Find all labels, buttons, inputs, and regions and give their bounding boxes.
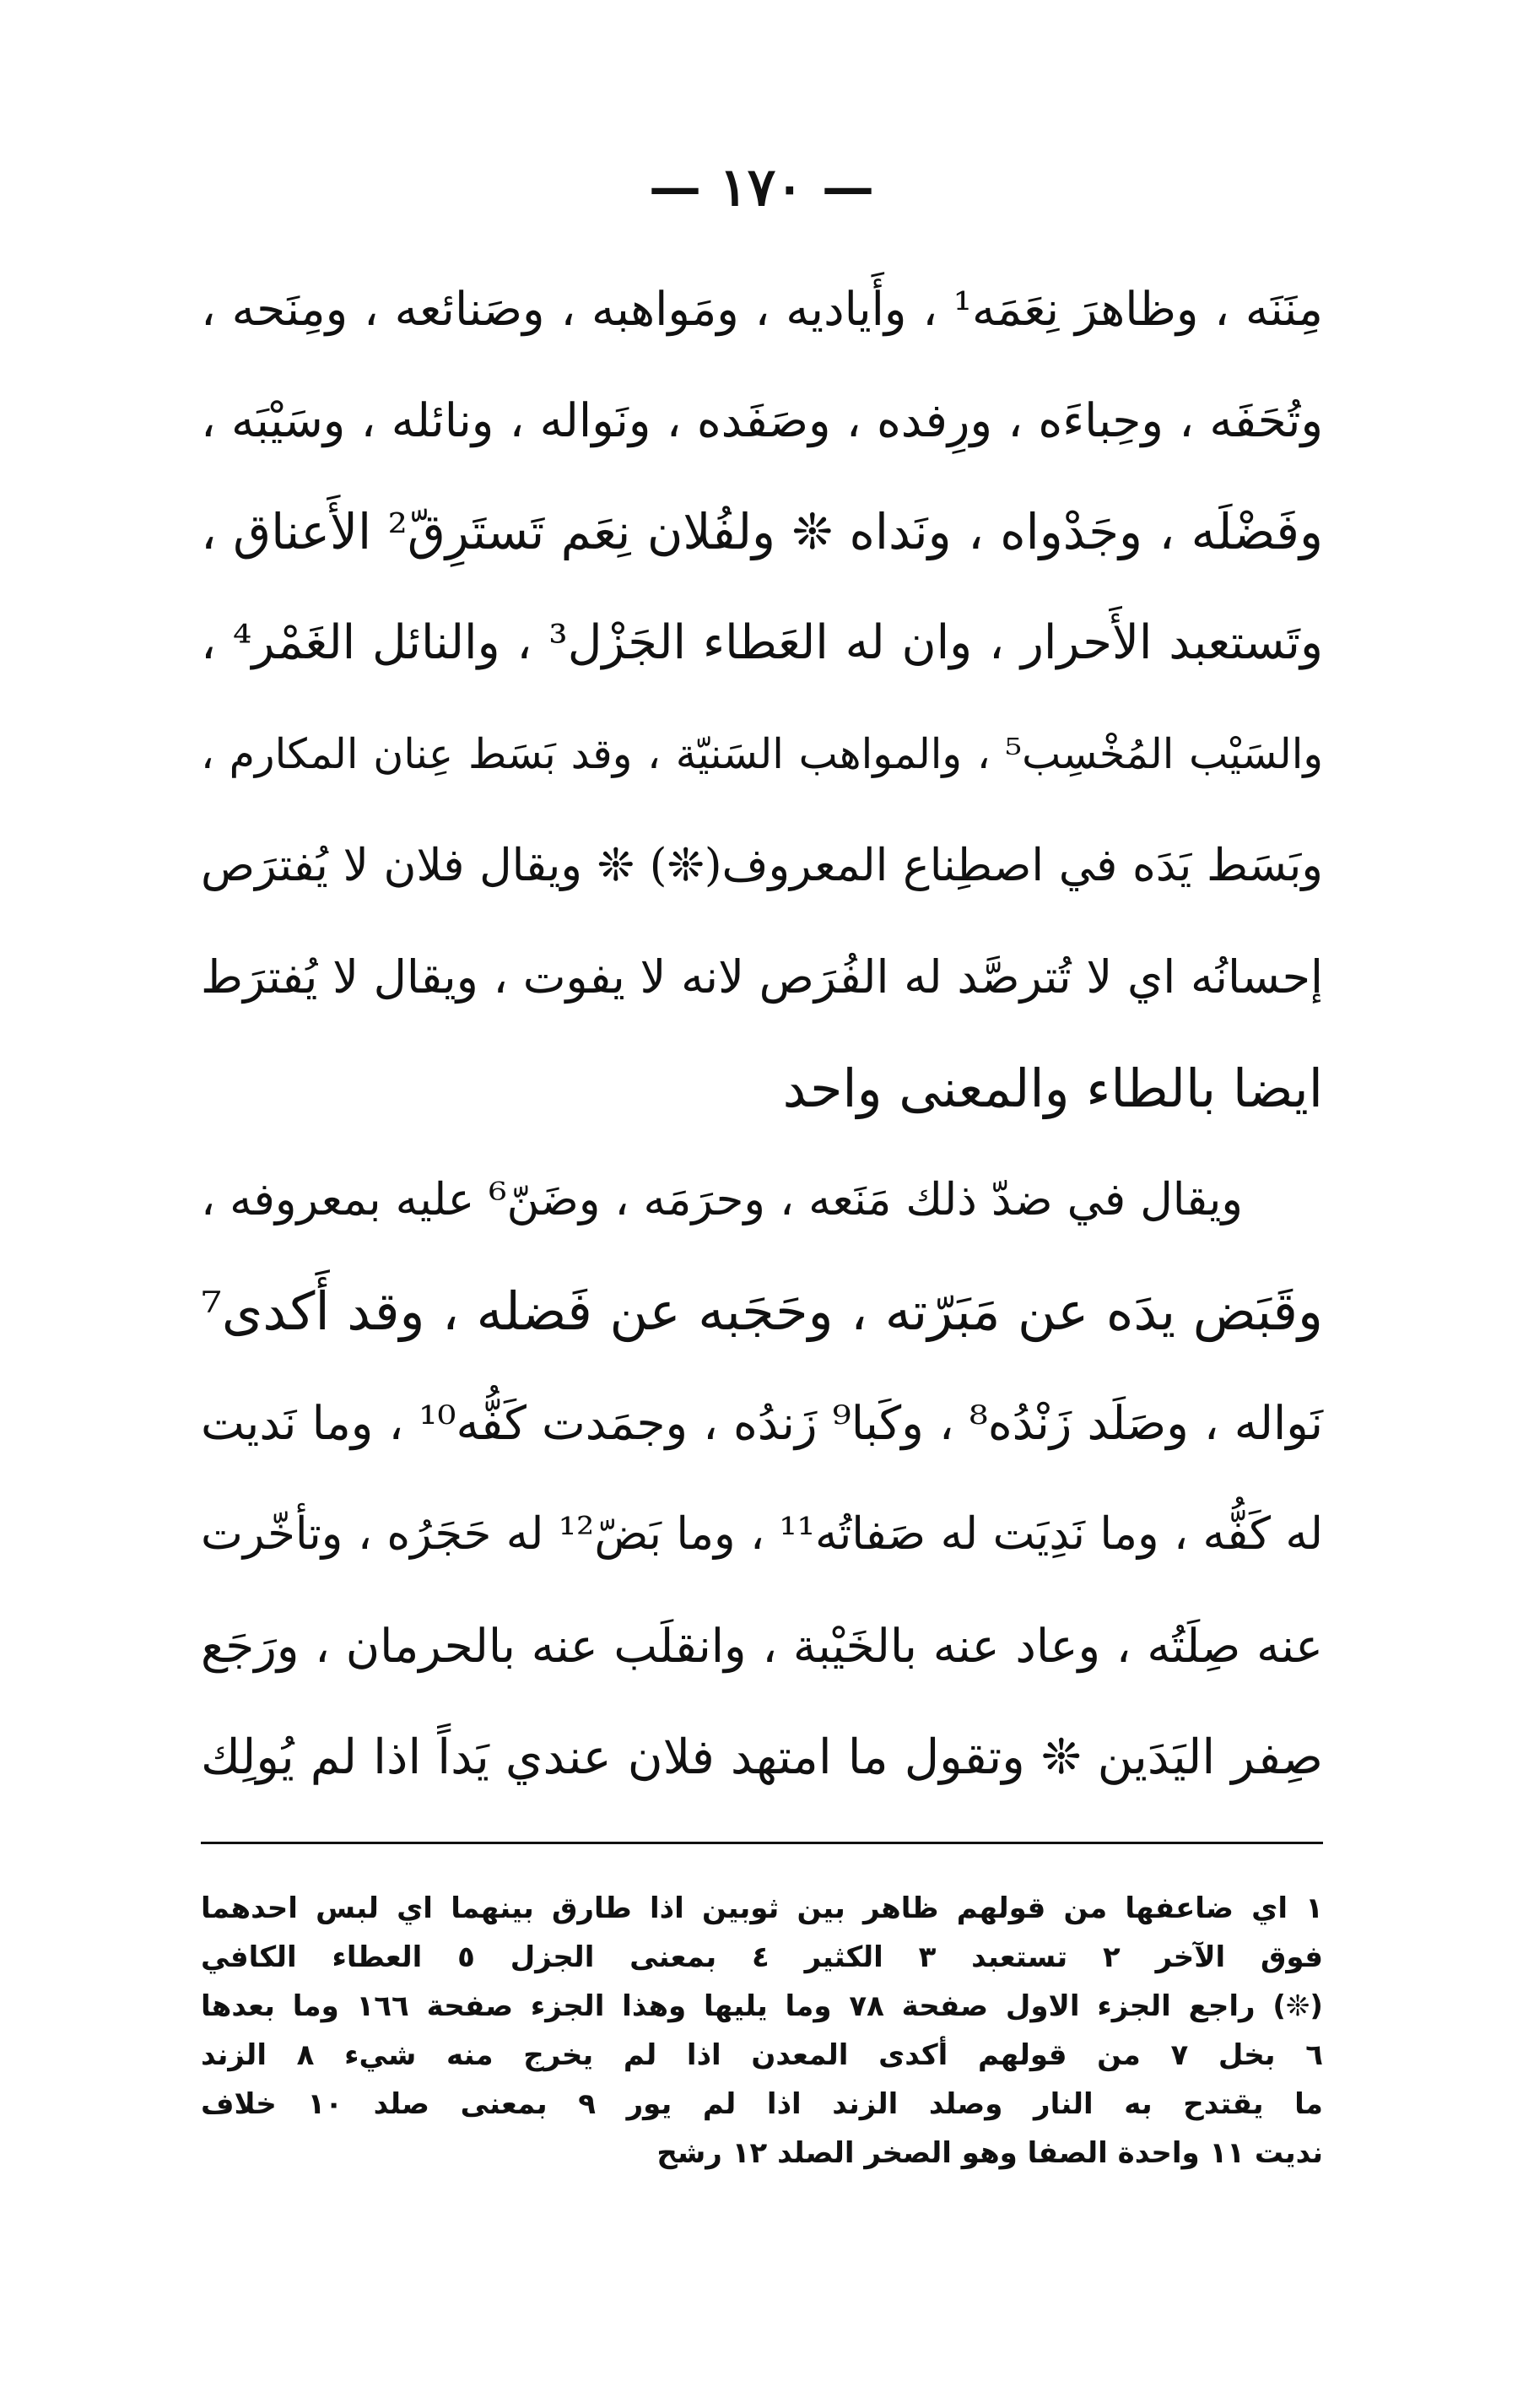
footnote-line: (❊) راجع الجزء الاول صفحة ٧٨ وما يليها وهذا الجزء صفحة ١٦٦ وما بعدها xyxy=(201,1989,1323,2023)
footnote-line: ما يقتدح به النار وصلد الزند اذا لم يور ٩ بمعنى صلد ١٠ خلاف xyxy=(201,2087,1323,2121)
text-line: مِنَنَه ، وظاهرَ نِعَمَه¹ ، وأَياديه ، ومَواهبه ، وصَنائعه ، ومِنَحه ، xyxy=(201,282,1323,336)
text-line: عنه صِلَتُه ، وعاد عنه بالخَيْبة ، وانقلَب عنه بالحرمان ، ورَجَع xyxy=(201,1619,1323,1673)
text-line: نَواله ، وصَلَد زَنْدُه⁸ ، وكَبا⁹ زَندُه ، وجمَدت كَفُّه¹⁰ ، وما نَديت xyxy=(201,1396,1323,1450)
text-line: له كَفُّه ، وما نَدِيَت له صَفاتُه¹¹ ، وما بَضّ¹² له حَجَرُه ، وتأخّرت xyxy=(201,1508,1323,1560)
footnote-line: فوق الآخر ٢ تستعبد ٣ الكثير ٤ بمعنى الجزل ٥ العطاء الكافي xyxy=(201,1940,1323,1974)
footnote-line: نديت ١١ واحدة الصفا وهو الصخر الصلد ١٢ رشح xyxy=(656,2136,1323,2170)
text-line: إحسانُه اي لا تُترصَّد له الفُرَص لانه لا يفوت ، ويقال لا يُفترَط xyxy=(201,950,1323,1004)
text-line: وتَستعبد الأَحرار ، وان له العَطاء الجَزْل³ ، والنائل الغَمْر⁴ ، xyxy=(201,615,1324,670)
footnote-divider xyxy=(201,1842,1323,1844)
page-number: — ١٧٠ — xyxy=(648,156,875,218)
paragraph-start-line: ويقال في ضدّ ذلك مَنَعه ، وحرَمَه ، وضَنّ⁶ عليه بمعروفه ، xyxy=(201,1174,1244,1226)
text-line: صِفر اليَدَين ❊ وتقول ما امتهد فلان عندي يَداً اذا لم يُولِك xyxy=(201,1729,1323,1785)
footnote-line: ١ اي ضاعفها من قولهم ظاهر بين ثوبين اذا طارق بينهما اي لبس احدهما xyxy=(201,1891,1323,1925)
footnotes xyxy=(201,1884,1323,2178)
footnote-line: ٦ بخل ٧ من قولهم أكدى المعدن اذا لم يخرج منه شيء ٨ الزند xyxy=(201,2038,1323,2072)
text-line: ايضا بالطاء والمعنى واحد xyxy=(782,1058,1323,1119)
text-line: والسَيْب المُخْسِب⁵ ، والمواهب السَنيّة ، وقد بَسَط عِنان المكارم ، xyxy=(201,730,1324,778)
main-text xyxy=(201,253,1323,1813)
text-line: وقَبَض يدَه عن مَبَرّته ، وحَجَبه عن فَضله ، وقد أَكدى⁷ xyxy=(201,1280,1323,1342)
text-line: وبَسَط يَدَه في اصطِناع المعروف(❊) ❊ ويقال فلان لا يُفترَص xyxy=(201,840,1323,891)
text-line: وتُحَفَه ، وحِباءَه ، ورِفده ، وصَفَده ، ونَواله ، ونائله ، وسَيْبَه ، xyxy=(201,393,1323,447)
text-line: وفَضْلَه ، وجَدْواه ، ونَداه ❊ ولفُلان نِعَم تَستَرِقّ² الأَعناق ، xyxy=(201,503,1323,560)
